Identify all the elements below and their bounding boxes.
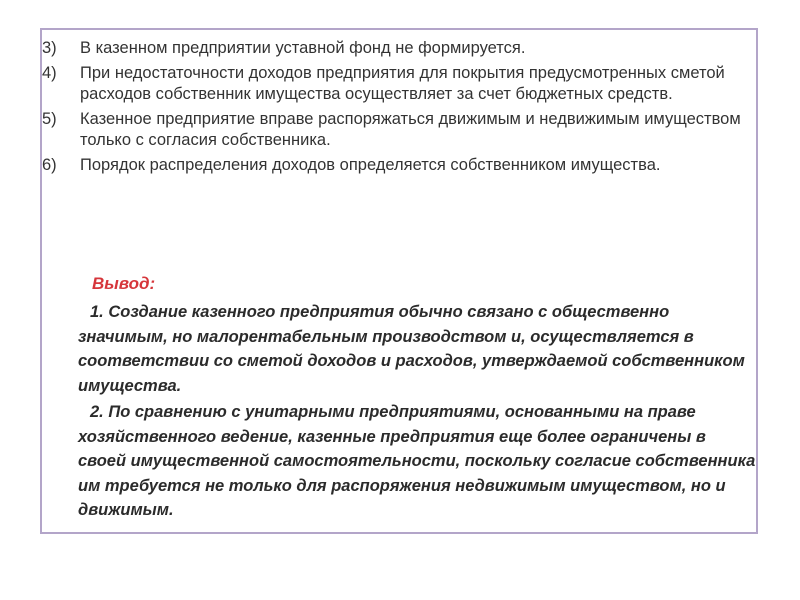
- conclusion-paragraph: 2. По сравнению с унитарными предприятиями, основанными на праве хозяйственного ведение, казенные предприятия еще более ограничены в своей имущественной самостоятельности, поскольку согласие собственника им требуется не только для распоряжения недвижимым имуществом, но и движимым.: [78, 403, 756, 519]
- list-item-text: Порядок распределения доходов определяется собственником имущества.: [80, 156, 661, 174]
- list-item-text: При недостаточности доходов предприятия для покрытия предусмотренных сметой расходов собственник имущества осуществляет за счет бюджетных средств.: [80, 64, 725, 103]
- list-item-text: Казенное предприятие вправе распоряжаться движимым и недвижимым имуществом только с согласия собственника.: [80, 110, 741, 149]
- slide-frame: [40, 28, 758, 534]
- conclusion-title: Вывод:: [92, 274, 156, 293]
- list-item: [42, 63, 754, 105]
- list-item-number: 3): [42, 39, 57, 57]
- list-item-number: 4): [42, 64, 57, 82]
- conclusion-body: [78, 300, 758, 525]
- numbered-list: [42, 38, 754, 180]
- conclusion-paragraph: 1. Создание казенного предприятия обычно связано с общественно значимым, но малорентабельным производством и, осуществляется в соответствии со сметой доходов и расходов, утверждаемой собственником имущества.: [78, 303, 745, 395]
- list-item: [42, 155, 754, 176]
- list-item: [42, 109, 754, 151]
- list-item: [42, 38, 754, 59]
- list-item-text: В казенном предприятии уставной фонд не формируется.: [80, 39, 526, 57]
- list-item-number: 5): [42, 110, 57, 128]
- list-item-number: 6): [42, 156, 57, 174]
